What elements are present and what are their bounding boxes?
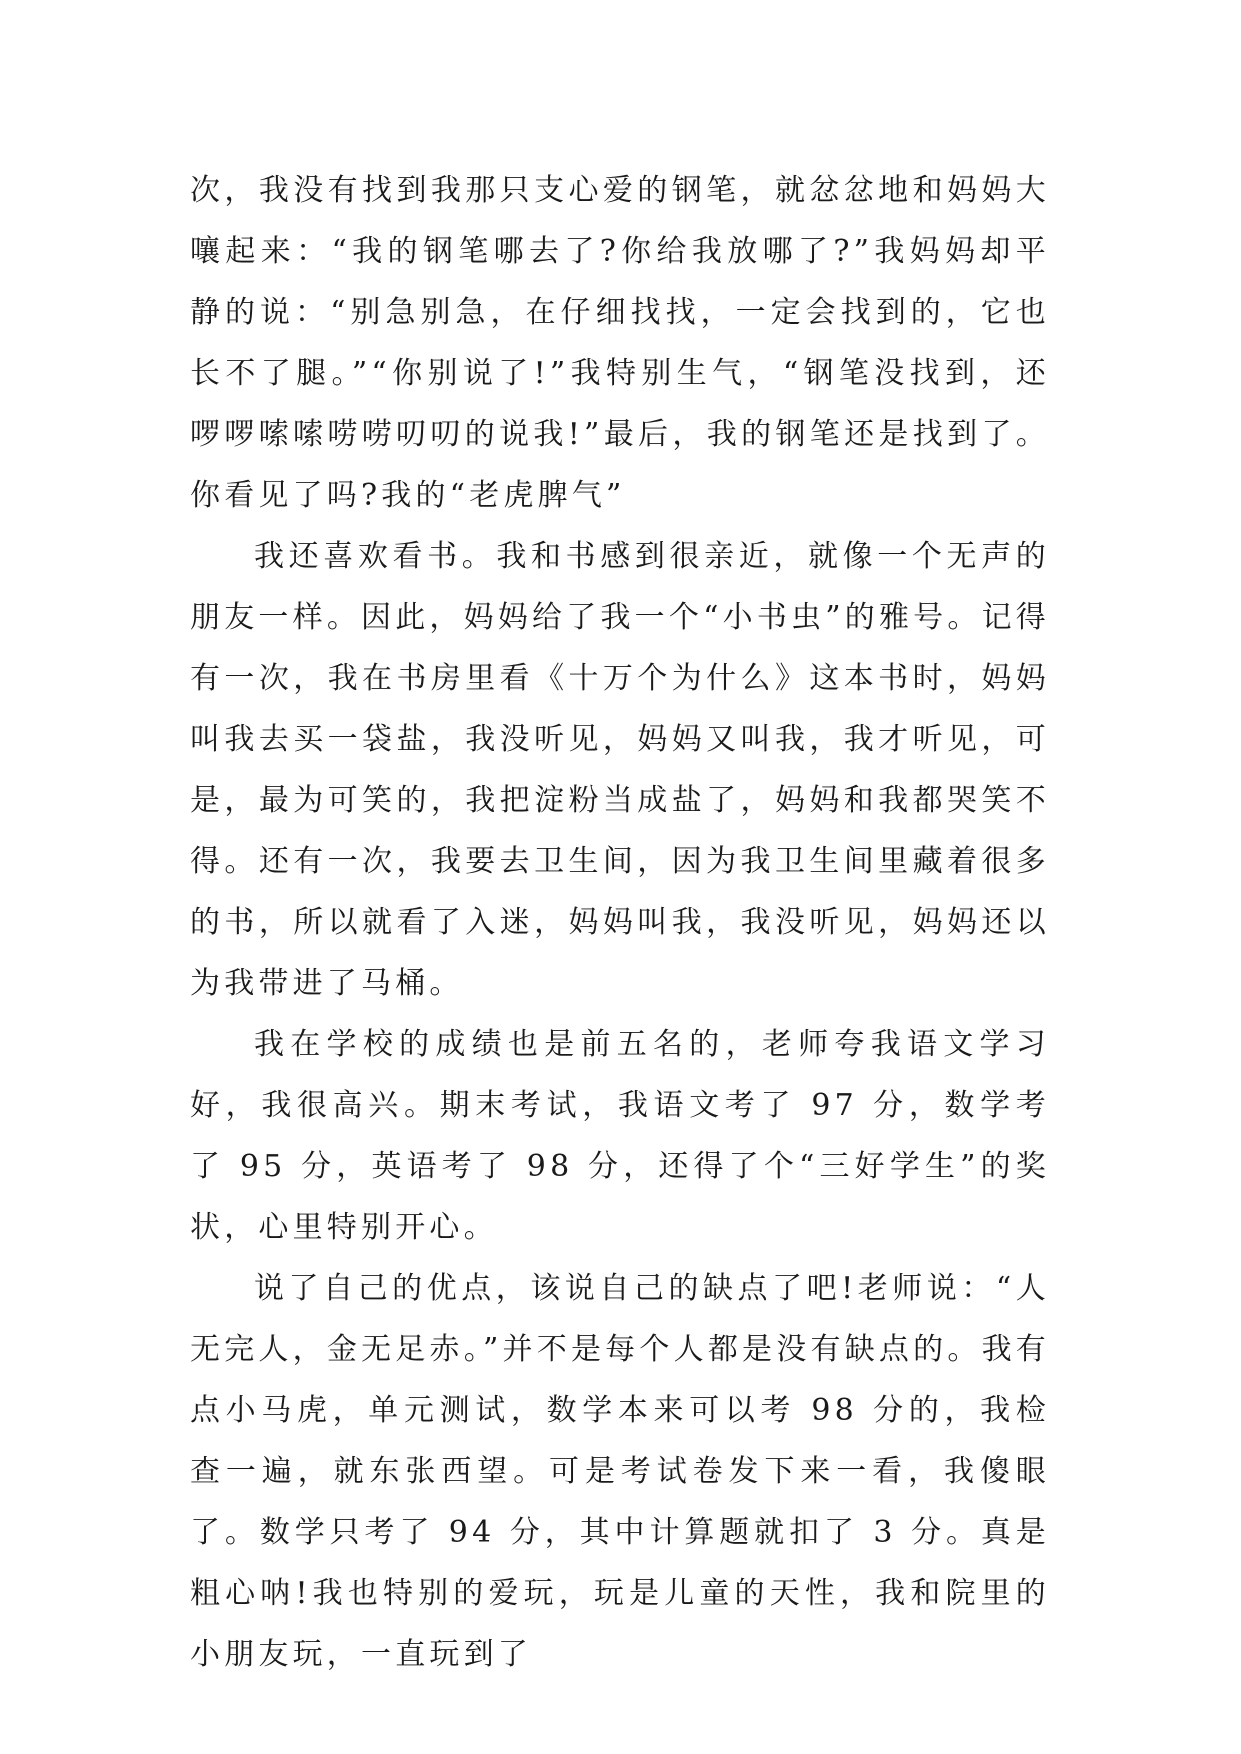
document-body xyxy=(190,160,1050,1685)
paragraph-reading: 我还喜欢看书。我和书感到很亲近，就像一个无声的朋友一样。因此，妈妈给了我一个“小书虫”的雅号。记得有一次，我在书房里看《十万个为什么》这本书时，妈妈叫我去买一袋盐，我没听见，妈妈又叫我，我才听见，可是，最为可笑的，我把淀粉当成盐了，妈妈和我都哭笑不得。还有一次，我要去卫生间，因为我卫生间里藏着很多的书，所以就看了入迷，妈妈叫我，我没听见，妈妈还以为我带进了马桶。 xyxy=(190,539,1050,1001)
paragraph-shortcomings: 说了自己的优点，该说自己的缺点了吧!老师说：“人无完人，金无足赤。”并不是每个人都是没有缺点的。我有点小马虎，单元测试，数学本来可以考 98 分的，我检查一遍，就东张西望。可是考试卷发下来一看，我傻眼了。数学只考了 94 分，其中计算题就扣了 3 分。真是粗心呐!我也特别的爱玩，玩是儿童的天性，我和院里的小朋友玩，一直玩到了 xyxy=(190,1271,1050,1672)
paragraph-continuation: 次，我没有找到我那只支心爱的钢笔，就忿忿地和妈妈大嚷起来：“我的钢笔哪去了?你给我放哪了?”我妈妈却平静的说：“别急别急，在仔细找找，一定会找到的，它也长不了腿。”“你别说了!”我特别生气，“钢笔没找到，还啰啰嗦嗦唠唠叨叨的说我!”最后，我的钢笔还是找到了。你看见了吗?我的“老虎脾气” xyxy=(190,173,1050,513)
paragraph-grades: 我在学校的成绩也是前五名的，老师夸我语文学习好，我很高兴。期末考试，我语文考了 97 分，数学考了 95 分，英语考了 98 分，还得了个“三好学生”的奖状，心里特别开心。 xyxy=(190,1027,1050,1245)
